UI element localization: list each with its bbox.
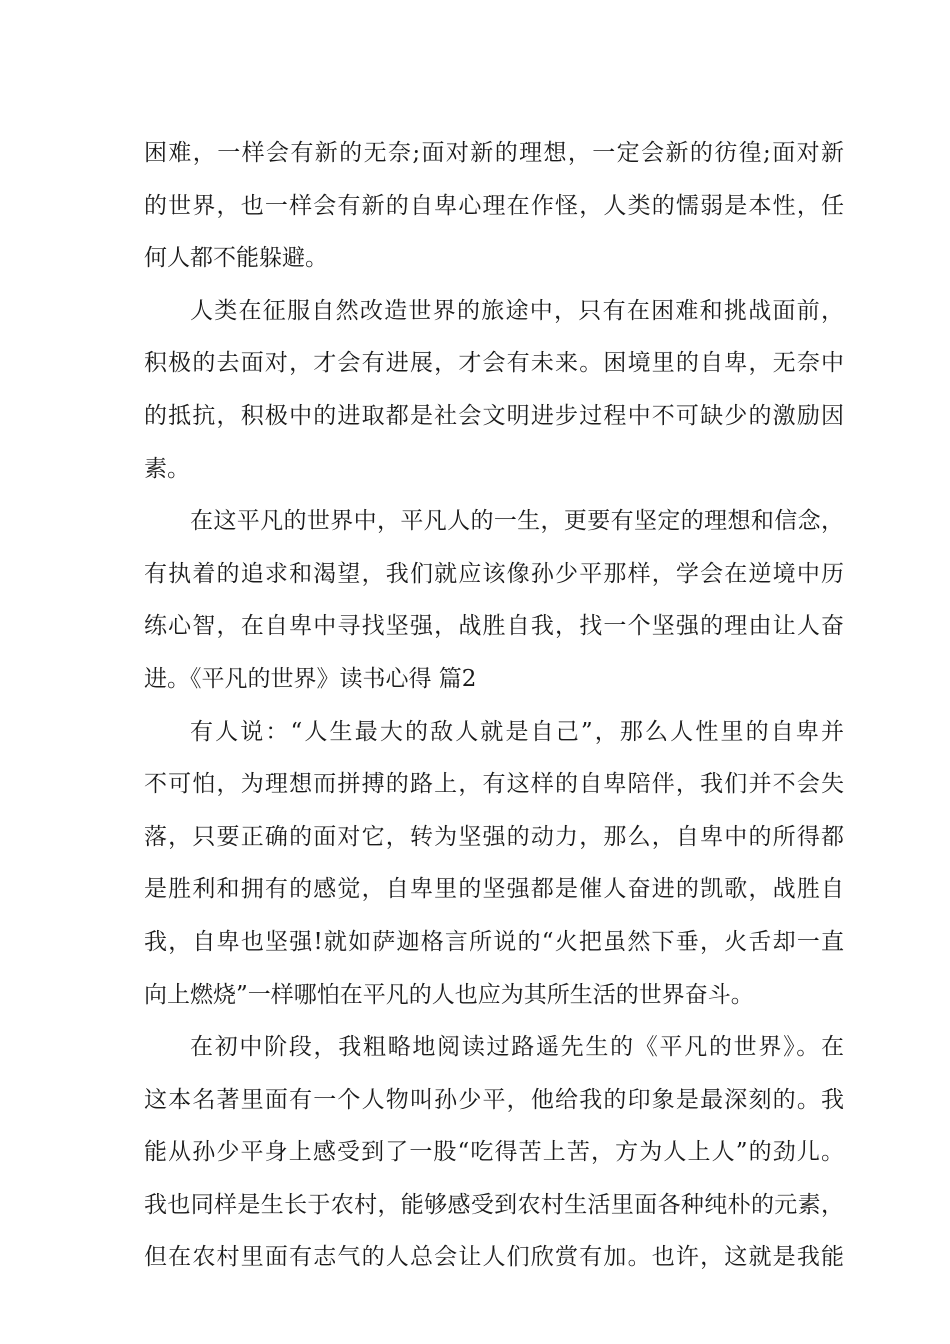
text-line: 在初中阶段，我粗略地阅读过路遥先生的《平凡的世界》。在 [190, 1034, 844, 1061]
text-line: 落，只要正确的面对它，转为坚强的动力，那么，自卑中的所得都 [144, 823, 844, 850]
text-line: 困难，一样会有新的无奈;面对新的理想，一定会新的彷徨;面对新 [144, 140, 844, 166]
text-line: 何人都不能躲避。 [144, 245, 328, 272]
text-line: 我也同样是生长于农村，能够感受到农村生活里面各种纯朴的元素， [144, 1191, 844, 1218]
text-line: 这本名著里面有一个人物叫孙少平，他给我的印象是最深刻的。我 [144, 1086, 844, 1113]
text-line: 是胜利和拥有的感觉，自卑里的坚强都是催人奋进的凯歌，战胜自 [144, 876, 844, 903]
text-line: 能从孙少平身上感受到了一股“吃得苦上苦，方为人上人”的劲儿。 [144, 1139, 844, 1166]
text-line: 的抵抗，积极中的进取都是社会文明进步过程中不可缺少的激励因 [144, 402, 844, 429]
text-line: 的世界，也一样会有新的自卑心理在作怪，人类的懦弱是本性，任 [144, 192, 844, 219]
text-line: 有人说：“人生最大的敌人就是自己”，那么人性里的自卑并 [190, 718, 844, 745]
text-line: 在这平凡的世界中，平凡人的一生，更要有坚定的理想和信念， [190, 508, 844, 535]
text-line: 积极的去面对，才会有进展，才会有未来。困境里的自卑，无奈中 [144, 350, 844, 377]
text-line: 我，自卑也坚强!就如萨迦格言所说的“火把虽然下垂，火舌却一直 [144, 928, 844, 955]
text-line: 不可怕，为理想而拼搏的路上，有这样的自卑陪伴，我们并不会失 [144, 771, 844, 798]
text-line: 有执着的追求和渴望，我们就应该像孙少平那样，学会在逆境中历 [144, 560, 844, 587]
text-line: 进。《平凡的世界》读书心得 篇2 [144, 665, 477, 692]
text-line: 但在农村里面有志气的人总会让人们欣赏有加。也许，这就是我能 [144, 1244, 844, 1271]
text-line: 素。 [144, 455, 190, 482]
body-text [144, 127, 844, 1284]
text-line: 人类在征服自然改造世界的旅途中，只有在困难和挑战面前， [190, 297, 844, 324]
text-line: 练心智，在自卑中寻找坚强，战胜自我，找一个坚强的理由让人奋 [144, 613, 844, 640]
text-line: 向上燃烧”一样哪怕在平凡的人也应为其所生活的世界奋斗。 [144, 981, 754, 1008]
